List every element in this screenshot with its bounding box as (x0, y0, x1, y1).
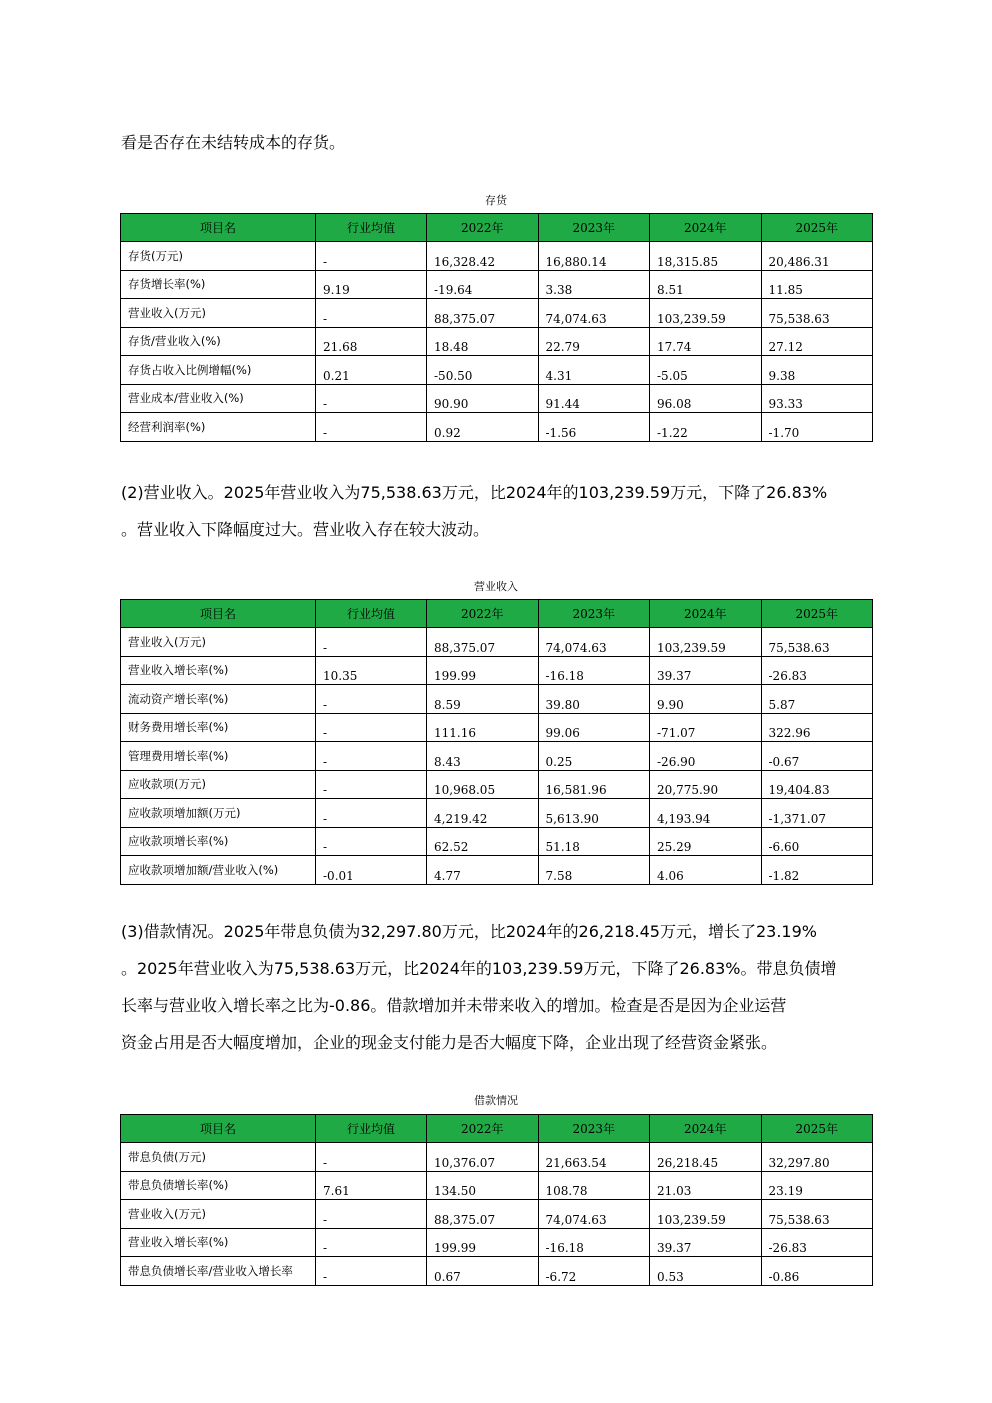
cell-value: 134.50 (427, 1171, 539, 1200)
paragraph-revenue (121, 474, 881, 548)
table-row (121, 770, 873, 799)
cell-value: 16,880.14 (538, 242, 650, 271)
row-label: 存货占收入比例增幅(%) (121, 356, 316, 385)
table-row (121, 299, 873, 328)
paragraph-line: (3)借款情况。2025年带息负债为32,297.80万元，比2024年的26,218.45万元，增长了23.19% (121, 922, 817, 941)
row-label: 营业收入增长率(%) (121, 1228, 316, 1257)
cell-value: 108.78 (538, 1171, 650, 1200)
cell-value: 19,404.83 (761, 770, 873, 799)
table-caption-inventory: 存货 (485, 194, 507, 207)
column-header: 行业均值 (316, 214, 427, 242)
table-row (121, 856, 873, 885)
cell-value: -16.18 (538, 1228, 650, 1257)
cell-value: 62.52 (427, 827, 539, 856)
table-caption-revenue: 营业收入 (474, 580, 518, 593)
row-label: 营业收入(万元) (121, 628, 316, 657)
cell-value: -1.56 (538, 413, 650, 442)
cell-value: -0.67 (761, 742, 873, 771)
cell-value: - (316, 742, 427, 771)
row-label: 经营利润率(%) (121, 413, 316, 442)
table-row (121, 799, 873, 828)
column-header: 2024年 (650, 1115, 762, 1143)
cell-value: 11.85 (761, 270, 873, 299)
cell-value: 8.51 (650, 270, 762, 299)
cell-value: - (316, 1257, 427, 1286)
cell-value: 9.38 (761, 356, 873, 385)
cell-value: - (316, 1200, 427, 1229)
cell-value: 17.74 (650, 327, 762, 356)
cell-value: -26.83 (761, 1228, 873, 1257)
row-label: 存货增长率(%) (121, 270, 316, 299)
cell-value: -0.86 (761, 1257, 873, 1286)
cell-value: - (316, 1143, 427, 1172)
cell-value: -26.90 (650, 742, 762, 771)
cell-value: 75,538.63 (761, 1200, 873, 1229)
table-row (121, 413, 873, 442)
row-label: 带息负债增长率/营业收入增长率 (121, 1257, 316, 1286)
cell-value: 18.48 (427, 327, 539, 356)
cell-value: - (316, 685, 427, 714)
cell-value: 91.44 (538, 384, 650, 413)
row-label: 带息负债增长率(%) (121, 1171, 316, 1200)
cell-value: - (316, 1228, 427, 1257)
cell-value: -1.22 (650, 413, 762, 442)
table-row (121, 628, 873, 657)
cell-value: - (316, 628, 427, 657)
table-row (121, 713, 873, 742)
cell-value: 39.80 (538, 685, 650, 714)
table-header-row (121, 1115, 873, 1143)
cell-value: 10,376.07 (427, 1143, 539, 1172)
table-row (121, 356, 873, 385)
cell-value: -26.83 (761, 656, 873, 685)
cell-value: 21.03 (650, 1171, 762, 1200)
cell-value: 90.90 (427, 384, 539, 413)
cell-value: 20,486.31 (761, 242, 873, 271)
cell-value: -1.70 (761, 413, 873, 442)
cell-value: 8.43 (427, 742, 539, 771)
cell-value: 23.19 (761, 1171, 873, 1200)
cell-value: 16,328.42 (427, 242, 539, 271)
cell-value: 74,074.63 (538, 628, 650, 657)
column-header: 2023年 (538, 1115, 650, 1143)
row-label: 营业收入(万元) (121, 1200, 316, 1229)
table-row (121, 327, 873, 356)
cell-value: 16,581.96 (538, 770, 650, 799)
cell-value: 111.16 (427, 713, 539, 742)
column-header: 2024年 (650, 600, 762, 628)
cell-value: 25.29 (650, 827, 762, 856)
cell-value: 75,538.63 (761, 628, 873, 657)
cell-value: -1,371.07 (761, 799, 873, 828)
cell-value: 5,613.90 (538, 799, 650, 828)
cell-value: 21.68 (316, 327, 427, 356)
cell-value: -19.64 (427, 270, 539, 299)
cell-value: 103,239.59 (650, 299, 762, 328)
cell-value: - (316, 299, 427, 328)
cell-value: -50.50 (427, 356, 539, 385)
paragraph-line: (2)营业收入。2025年营业收入为75,538.63万元，比2024年的103,239.59万元，下降了26.83% (121, 483, 828, 502)
column-header: 2022年 (427, 1115, 539, 1143)
cell-value: - (316, 799, 427, 828)
table-row (121, 1200, 873, 1229)
cell-value: 4,193.94 (650, 799, 762, 828)
column-header: 2023年 (538, 600, 650, 628)
cell-value: 74,074.63 (538, 1200, 650, 1229)
cell-value: 8.59 (427, 685, 539, 714)
cell-value: -5.05 (650, 356, 762, 385)
row-label: 应收款项增长率(%) (121, 827, 316, 856)
column-header: 项目名 (121, 1115, 316, 1143)
cell-value: 4.77 (427, 856, 539, 885)
cell-value: -6.72 (538, 1257, 650, 1286)
cell-value: 39.37 (650, 656, 762, 685)
cell-value: 22.79 (538, 327, 650, 356)
cell-value: 0.53 (650, 1257, 762, 1286)
cell-value: 74,074.63 (538, 299, 650, 328)
column-header: 项目名 (121, 214, 316, 242)
cell-value: 322.96 (761, 713, 873, 742)
cell-value: 10,968.05 (427, 770, 539, 799)
cell-value: -71.07 (650, 713, 762, 742)
table-row (121, 827, 873, 856)
paragraph-borrowing (121, 913, 881, 1061)
cell-value: 0.92 (427, 413, 539, 442)
row-label: 存货/营业收入(%) (121, 327, 316, 356)
table-caption-borrowing: 借款情况 (474, 1094, 518, 1107)
cell-value: 0.25 (538, 742, 650, 771)
cell-value: 20,775.90 (650, 770, 762, 799)
cell-value: 21,663.54 (538, 1143, 650, 1172)
revenue-table (120, 599, 873, 885)
row-label: 管理费用增长率(%) (121, 742, 316, 771)
cell-value: 7.61 (316, 1171, 427, 1200)
cell-value: - (316, 770, 427, 799)
cell-value: - (316, 384, 427, 413)
cell-value: 26,218.45 (650, 1143, 762, 1172)
table-row (121, 1143, 873, 1172)
table-row (121, 270, 873, 299)
cell-value: - (316, 242, 427, 271)
column-header: 2024年 (650, 214, 762, 242)
table-row (121, 1171, 873, 1200)
column-header: 2022年 (427, 214, 539, 242)
cell-value: 99.06 (538, 713, 650, 742)
cell-value: 93.33 (761, 384, 873, 413)
table-row (121, 384, 873, 413)
column-header: 2025年 (761, 600, 873, 628)
row-label: 应收款项(万元) (121, 770, 316, 799)
cell-value: -6.60 (761, 827, 873, 856)
cell-value: 103,239.59 (650, 1200, 762, 1229)
cell-value: 5.87 (761, 685, 873, 714)
table-row (121, 242, 873, 271)
table-header-row (121, 214, 873, 242)
column-header: 2023年 (538, 214, 650, 242)
row-label: 财务费用增长率(%) (121, 713, 316, 742)
column-header: 项目名 (121, 600, 316, 628)
column-header: 行业均值 (316, 600, 427, 628)
cell-value: 4,219.42 (427, 799, 539, 828)
cell-value: - (316, 827, 427, 856)
cell-value: -1.82 (761, 856, 873, 885)
cell-value: -0.01 (316, 856, 427, 885)
row-label: 存货(万元) (121, 242, 316, 271)
cell-value: 3.38 (538, 270, 650, 299)
cell-value: -16.18 (538, 656, 650, 685)
cell-value: 9.90 (650, 685, 762, 714)
column-header: 2022年 (427, 600, 539, 628)
cell-value: 39.37 (650, 1228, 762, 1257)
cell-value: 103,239.59 (650, 628, 762, 657)
cell-value: 9.19 (316, 270, 427, 299)
cell-value: 27.12 (761, 327, 873, 356)
paragraph-line: 长率与营业收入增长率之比为-0.86。借款增加并未带来收入的增加。检查是否是因为企业运营 (121, 996, 787, 1015)
cell-value: 88,375.07 (427, 628, 539, 657)
inventory-table (120, 213, 873, 442)
cell-value: 51.18 (538, 827, 650, 856)
row-label: 营业收入增长率(%) (121, 656, 316, 685)
cell-value: 199.99 (427, 656, 539, 685)
row-label: 营业成本/营业收入(%) (121, 384, 316, 413)
column-header: 2025年 (761, 1115, 873, 1143)
column-header: 2025年 (761, 214, 873, 242)
cell-value: 0.21 (316, 356, 427, 385)
intro-line: 看是否存在未结转成本的存货。 (121, 133, 346, 152)
cell-value: 18,315.85 (650, 242, 762, 271)
row-label: 应收款项增加额/营业收入(%) (121, 856, 316, 885)
column-header: 行业均值 (316, 1115, 427, 1143)
cell-value: 10.35 (316, 656, 427, 685)
row-label: 应收款项增加额(万元) (121, 799, 316, 828)
table-row (121, 1228, 873, 1257)
table-header-row (121, 600, 873, 628)
borrowing-table (120, 1114, 873, 1286)
cell-value: 88,375.07 (427, 299, 539, 328)
paragraph-line: 。2025年营业收入为75,538.63万元，比2024年的103,239.59万元，下降了26.83%。带息负债增 (121, 959, 837, 978)
cell-value: 199.99 (427, 1228, 539, 1257)
table-row (121, 1257, 873, 1286)
cell-value: 0.67 (427, 1257, 539, 1286)
table-row (121, 742, 873, 771)
cell-value: 4.31 (538, 356, 650, 385)
cell-value: - (316, 413, 427, 442)
cell-value: 4.06 (650, 856, 762, 885)
row-label: 营业收入(万元) (121, 299, 316, 328)
cell-value: 32,297.80 (761, 1143, 873, 1172)
table-row (121, 685, 873, 714)
paragraph-line: 。营业收入下降幅度过大。营业收入存在较大波动。 (121, 520, 490, 539)
row-label: 带息负债(万元) (121, 1143, 316, 1172)
row-label: 流动资产增长率(%) (121, 685, 316, 714)
intro-paragraph (121, 124, 881, 161)
paragraph-line: 资金占用是否大幅度增加，企业的现金支付能力是否大幅度下降，企业出现了经营资金紧张。 (121, 1033, 778, 1052)
cell-value: - (316, 713, 427, 742)
cell-value: 88,375.07 (427, 1200, 539, 1229)
cell-value: 96.08 (650, 384, 762, 413)
cell-value: 7.58 (538, 856, 650, 885)
cell-value: 75,538.63 (761, 299, 873, 328)
table-row (121, 656, 873, 685)
